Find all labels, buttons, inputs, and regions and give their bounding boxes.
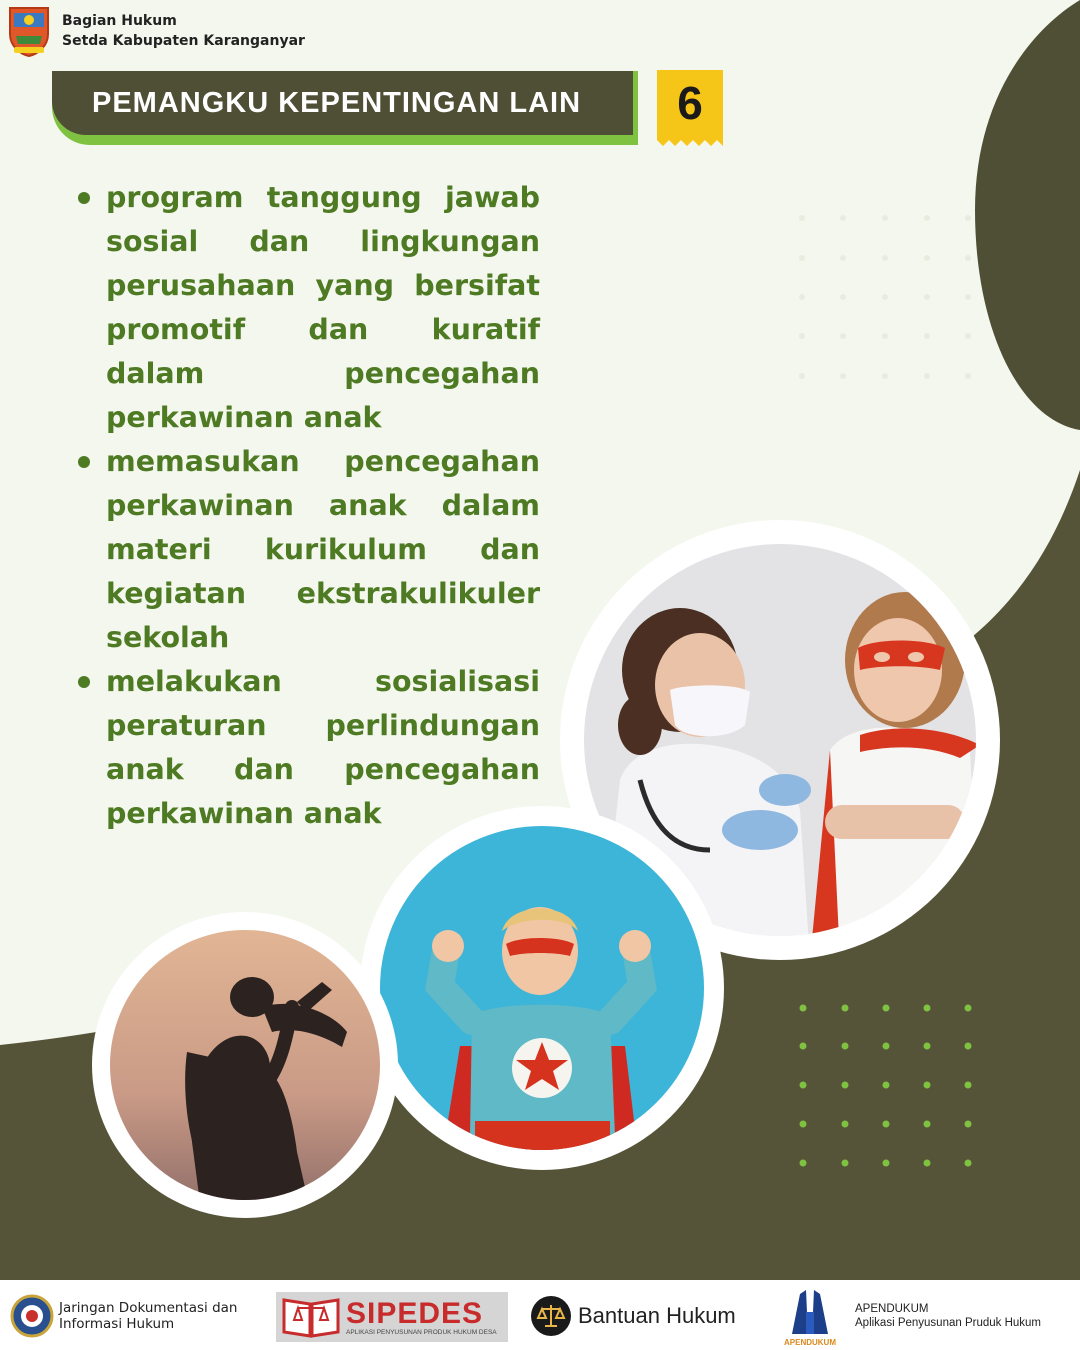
org-line-2: Setda Kabupaten Karanganyar bbox=[62, 33, 305, 49]
top-right-blob bbox=[975, 0, 1080, 430]
footer-bar bbox=[0, 1280, 1080, 1350]
jdih-line-2: Informasi Hukum bbox=[59, 1316, 175, 1332]
jdih-label bbox=[59, 1300, 237, 1332]
bullet-item bbox=[72, 440, 540, 660]
org-header bbox=[6, 4, 305, 58]
apendukum-title: APENDUKUM bbox=[855, 1303, 929, 1315]
bullet-item bbox=[72, 176, 540, 440]
sipedes-subtitle: APLIKASI PENYUSUNAN PRODUK HUKUM DESA bbox=[346, 1328, 497, 1336]
section-title-bar bbox=[52, 71, 638, 145]
mother-baby-silhouette-photo bbox=[92, 912, 398, 1218]
bantuan-hukum-link[interactable] bbox=[530, 1295, 736, 1337]
scales-of-justice-icon bbox=[530, 1295, 572, 1337]
superhero-boy-photo bbox=[360, 806, 724, 1170]
karanganyar-crest-icon bbox=[6, 4, 52, 58]
bullet-text: program tanggung jawab sosial dan lingkungan perusahaan yang bersifat promotif dan kuratif dalam pencegahan perkawinan anak bbox=[106, 181, 540, 434]
apendukum-subtitle: Aplikasi Penyusunan Pruduk Hukum bbox=[855, 1317, 1042, 1329]
apendukum-mark bbox=[778, 1288, 842, 1346]
bullet-text: melakukan sosialisasi peraturan perlindungan anak dan pencegahan perkawinan anak bbox=[106, 665, 540, 830]
bullet-text: memasukan pencegahan perkawinan anak dalam materi kurikulum dan kegiatan ekstrakulikuler sekolah bbox=[106, 445, 540, 654]
bullet-dot-icon bbox=[78, 456, 90, 468]
section-number: 6 bbox=[677, 77, 703, 129]
apendukum-logo-text: APENDUKUM bbox=[784, 1338, 836, 1347]
jdih-logo-icon bbox=[10, 1294, 54, 1338]
bullet-dot-icon bbox=[78, 192, 90, 204]
jdih-link[interactable] bbox=[10, 1294, 237, 1338]
bullet-list bbox=[72, 176, 540, 836]
org-name bbox=[62, 11, 305, 51]
sipedes-link[interactable] bbox=[276, 1292, 508, 1342]
monument-icon bbox=[778, 1288, 842, 1334]
jdih-line-1: Jaringan Dokumentasi dan bbox=[59, 1300, 238, 1316]
section-title-inner bbox=[52, 71, 633, 135]
apendukum-label[interactable] bbox=[855, 1302, 1041, 1330]
dot-grid-upper bbox=[799, 215, 971, 379]
sipedes-title: SIPEDES bbox=[346, 1296, 484, 1330]
section-title: PEMANGKU KEPENTINGAN LAIN bbox=[92, 86, 582, 119]
org-line-1: Bagian Hukum bbox=[62, 13, 177, 29]
apendukum-logo[interactable] bbox=[778, 1288, 842, 1346]
bantuan-hukum-label: Bantuan Hukum bbox=[578, 1303, 736, 1328]
sipedes-book-icon bbox=[280, 1294, 342, 1340]
bullet-dot-icon bbox=[78, 676, 90, 688]
